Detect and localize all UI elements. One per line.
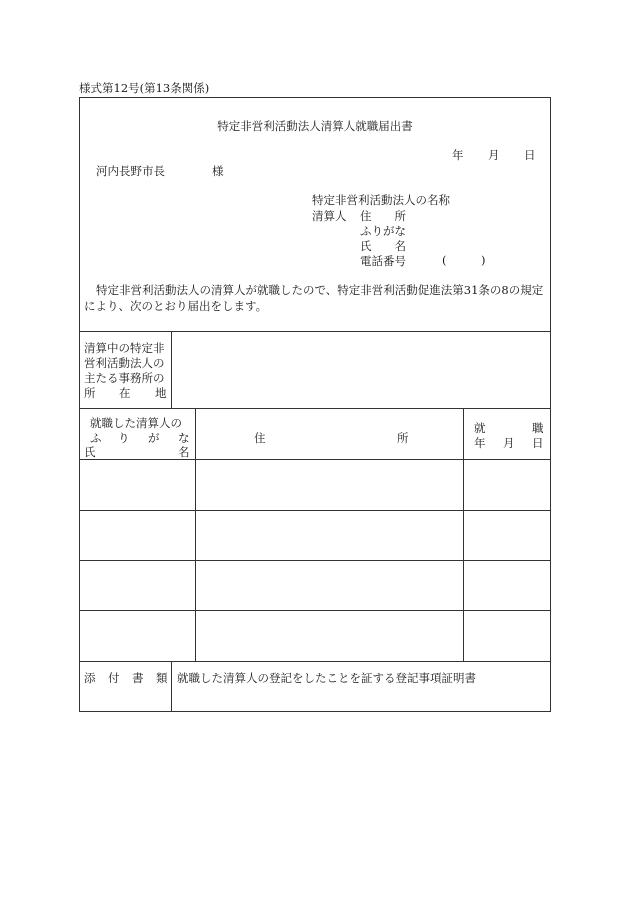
office-label-line4-c: 地 — [155, 386, 167, 400]
header-address-b: 所 — [397, 431, 409, 445]
office-label-line4-b: 在 — [119, 386, 131, 400]
rule-row1-bottom — [79, 510, 551, 511]
name-label: 氏 名 — [360, 239, 406, 253]
attach-label-d: 類 — [156, 671, 168, 685]
rule-office-top — [79, 331, 551, 332]
phone-paren-open: ( — [442, 253, 447, 267]
office-label-line4-a: 所 — [84, 386, 96, 400]
attach-value: 就職した清算人の登記をしたことを証する登記事項証明書 — [177, 671, 476, 685]
form-frame — [79, 97, 551, 712]
header-furigana-a: ふ — [90, 431, 102, 445]
rule-col2-divider — [463, 408, 464, 661]
header-name-b: 名 — [178, 445, 190, 459]
phone-paren-close: ) — [481, 253, 486, 267]
corp-name-label: 特定非営利活動法人の名称 — [312, 193, 450, 207]
rule-header-bottom — [79, 459, 551, 460]
rule-col1-divider — [195, 408, 196, 661]
date-year-label: 年 — [452, 148, 464, 162]
header-date-day: 日 — [532, 436, 544, 450]
header-date-year: 年 — [474, 436, 486, 450]
addressee-honorific: 様 — [212, 164, 224, 178]
date-day-label: 日 — [524, 148, 536, 162]
rule-attach-divider — [171, 661, 172, 712]
address-label: 住 所 — [360, 209, 406, 223]
furigana-label: ふりがな — [360, 224, 406, 238]
header-name-a: 氏 — [84, 445, 96, 459]
phone-label: 電話番号 — [360, 254, 406, 268]
header-col1-line1: 就職した清算人の — [90, 416, 182, 430]
rule-row2-bottom — [79, 560, 551, 561]
addressee-name: 河内長野市長 — [96, 164, 165, 178]
header-address-a: 住 — [254, 431, 266, 445]
body-text-line2: により、次のとおり届出をします。 — [84, 299, 268, 313]
rule-table-top — [79, 408, 551, 409]
attach-label-c: 書 — [132, 671, 144, 685]
header-furigana-b: り — [118, 431, 130, 445]
office-label-line2: 営利活動法人の — [84, 356, 165, 370]
attach-label-b: 付 — [108, 671, 120, 685]
header-furigana-d: な — [178, 431, 190, 445]
office-label-line3: 主たる事務所の — [84, 371, 165, 385]
rule-row4-bottom — [79, 661, 551, 662]
form-title: 特定非営利活動法人清算人就職届出書 — [217, 119, 413, 133]
header-appointed-a: 就 — [474, 421, 486, 435]
header-date-month: 月 — [503, 436, 515, 450]
attach-label-a: 添 — [84, 671, 96, 685]
form-number: 様式第12号(第13条関係) — [79, 81, 210, 95]
header-appointed-b: 職 — [532, 421, 544, 435]
office-label-line1: 清算中の特定非 — [84, 341, 165, 355]
body-text-line1: 特定非営利活動法人の清算人が就職したので、特定非営利活動促進法第31条の8の規定 — [96, 283, 544, 297]
header-furigana-c: が — [148, 431, 160, 445]
rule-office-divider — [171, 331, 172, 408]
date-month-label: 月 — [488, 148, 500, 162]
liquidator-label: 清算人 — [312, 209, 347, 223]
rule-row3-bottom — [79, 610, 551, 611]
